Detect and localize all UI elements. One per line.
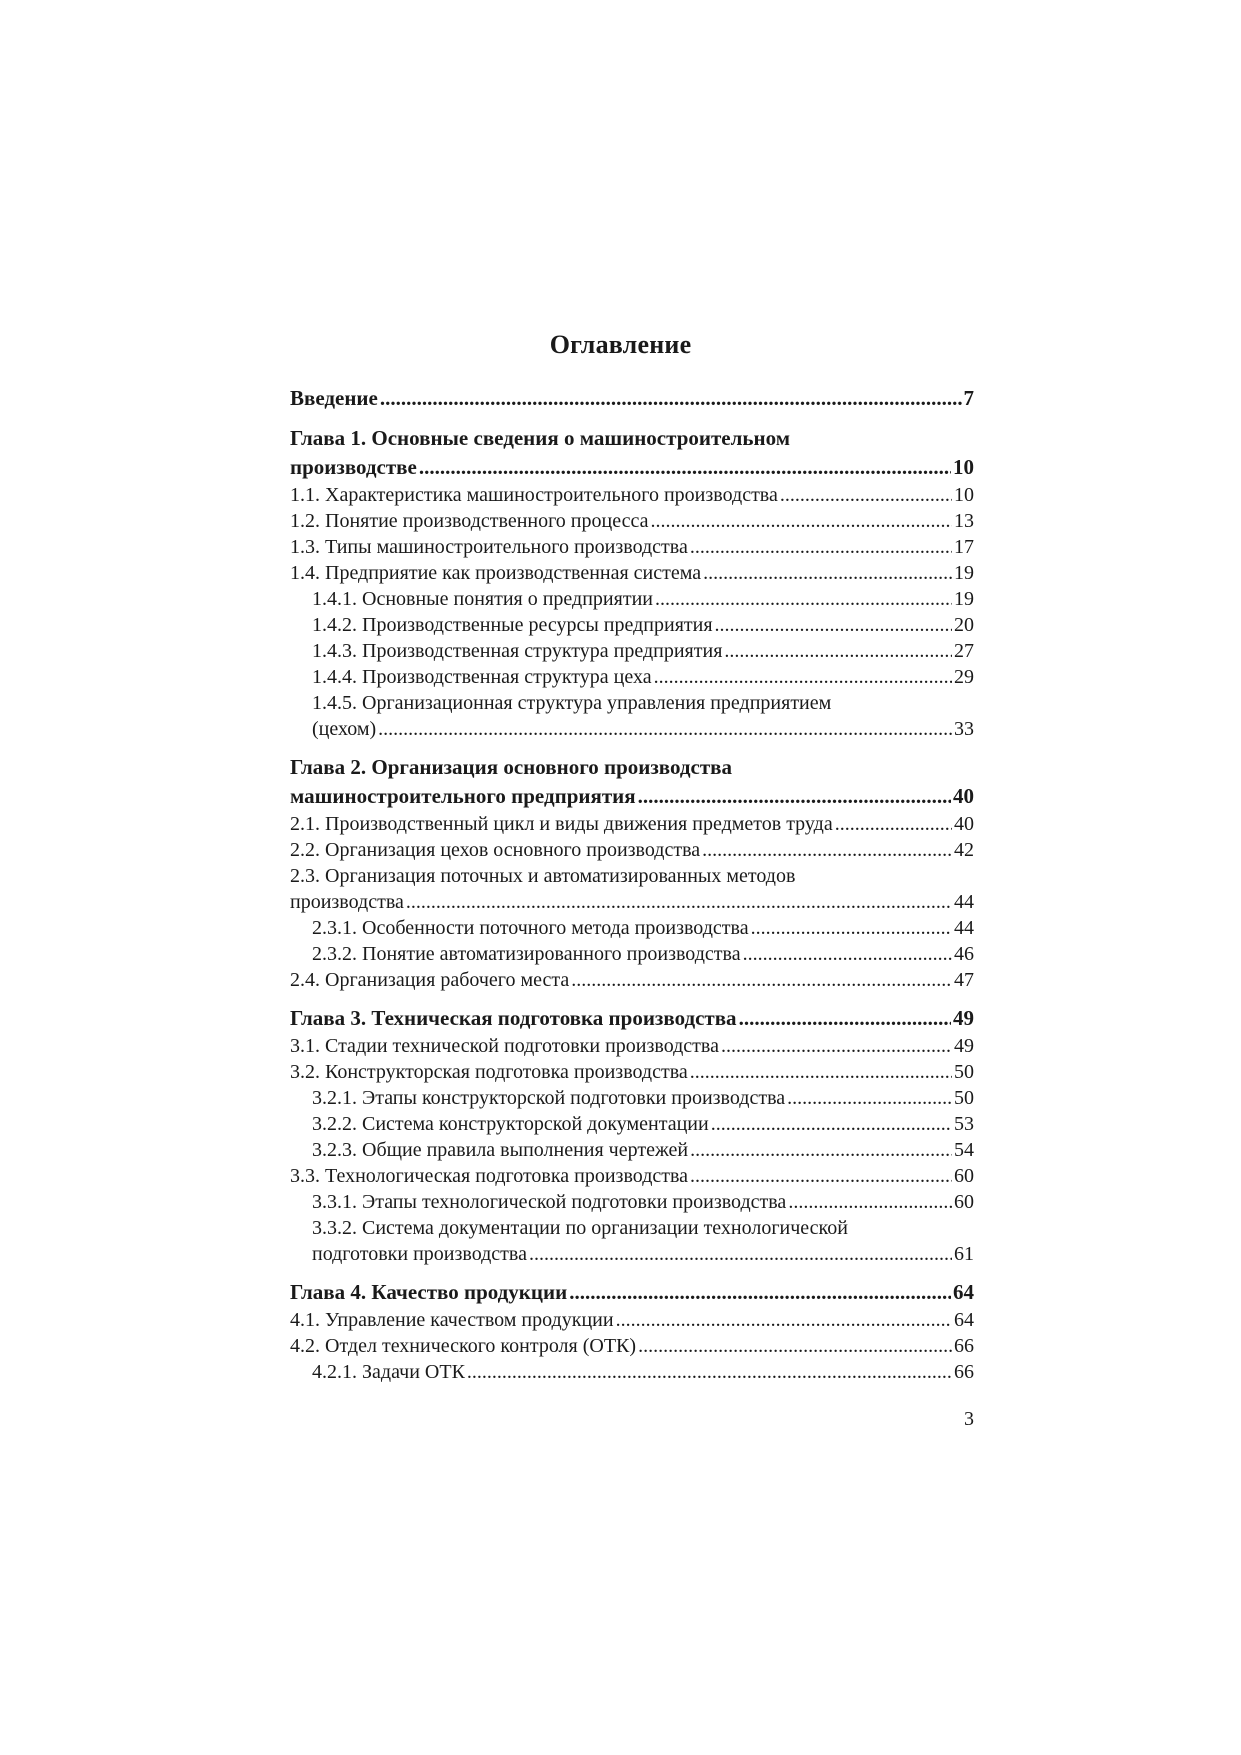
toc-section-entry[interactable]: [290, 534, 974, 560]
toc-chapter-entry[interactable]: [290, 753, 974, 811]
toc-entry-title: (цехом): [312, 718, 377, 740]
toc-section-entry[interactable]: [290, 1033, 974, 1059]
toc-entry-title: 3.2.1. Этапы конструкторской подготовки производства: [312, 1087, 786, 1109]
toc-entry-line: [312, 586, 974, 612]
toc-entry-line: [290, 508, 974, 534]
toc-entry-title: 3.1. Стадии технической подготовки производства: [290, 1035, 719, 1057]
toc-subsection-entry[interactable]: [290, 664, 974, 690]
toc-entry-page: 54: [954, 1139, 974, 1161]
dot-leader: [378, 716, 952, 742]
toc-entry-title: 1.4.4. Производственная структура цеха: [312, 666, 652, 688]
dot-leader: [419, 453, 951, 482]
toc-entry-line: [290, 889, 974, 915]
dot-leader: [690, 1059, 952, 1085]
toc-entry-title: 1.4.1. Основные понятия о предприятии: [312, 588, 653, 610]
toc-entry-title: 3.2.2. Система конструкторской документации: [312, 1113, 709, 1135]
toc-entry-page: 49: [953, 1006, 974, 1030]
toc-entry-line: [290, 1004, 974, 1033]
dot-leader: [724, 638, 952, 664]
toc-section-entry[interactable]: [290, 1307, 974, 1333]
dot-leader: [690, 1163, 952, 1189]
toc-entry-title: подготовки производства: [312, 1243, 527, 1265]
toc-section-entry[interactable]: [290, 863, 974, 915]
toc-entry-title: 1.2. Понятие производственного процесса: [290, 510, 649, 532]
toc-entry-title: 1.4. Предприятие как производственная система: [290, 562, 702, 584]
toc-entry-page: 29: [954, 666, 974, 688]
toc-section-entry[interactable]: [290, 837, 974, 863]
toc-entry-title-line: 3.3.2. Система документации по организации технологической: [312, 1217, 848, 1239]
toc-entry-line: [290, 782, 974, 811]
toc-entry-line: [312, 1137, 974, 1163]
toc-entry-page: 60: [954, 1165, 974, 1187]
dot-leader: [743, 941, 952, 967]
toc-entry-line: [312, 1189, 974, 1215]
toc-entry-line: [290, 534, 974, 560]
toc-subsection-entry[interactable]: [290, 1189, 974, 1215]
dot-leader: [835, 811, 952, 837]
toc-entry-title: производстве: [290, 455, 417, 479]
dot-leader: [711, 1111, 952, 1137]
toc-section-entry[interactable]: [290, 560, 974, 586]
toc-entry-page: 50: [954, 1061, 974, 1083]
toc-entry-line: [290, 482, 974, 508]
toc-entry-page: 27: [954, 640, 974, 662]
dot-leader: [616, 1307, 952, 1333]
toc-entry-title: 2.3.2. Понятие автоматизированного производства: [312, 943, 741, 965]
dot-leader: [703, 560, 952, 586]
toc-entry-line: [290, 1163, 974, 1189]
toc-entry-page: 49: [954, 1035, 974, 1057]
toc-entry-title-line: 2.3. Организация поточных и автоматизированных методов: [290, 865, 796, 887]
dot-leader: [721, 1033, 952, 1059]
toc-entry-title: 2.2. Организация цехов основного производства: [290, 839, 701, 861]
toc-entry-title: Глава 3. Техническая подготовка производства: [290, 1006, 737, 1030]
toc-entry-line: [290, 837, 974, 863]
dot-leader: [655, 586, 952, 612]
toc-entry-line: [290, 967, 974, 993]
toc-section-entry[interactable]: [290, 967, 974, 993]
toc-entry-title: 3.2.3. Общие правила выполнения чертежей: [312, 1139, 689, 1161]
toc-entry-title: машиностроительного предприятия: [290, 784, 636, 808]
dot-leader: [751, 915, 952, 941]
toc-subsection-entry[interactable]: [290, 1359, 974, 1385]
toc-entry-title: Глава 4. Качество продукции: [290, 1280, 568, 1304]
dot-leader: [654, 664, 952, 690]
toc-chapter-entry[interactable]: [290, 1004, 974, 1033]
toc-entry-page: 64: [953, 1280, 974, 1304]
toc-entry-line: [290, 453, 974, 482]
toc-subsection-entry[interactable]: [290, 690, 974, 742]
toc-entry-line: [290, 1278, 974, 1307]
toc-entry-page: 10: [954, 484, 974, 506]
toc-entry-title: производства: [290, 891, 404, 913]
toc-entry-line: [312, 1241, 974, 1267]
toc-entry-page: 19: [954, 588, 974, 610]
toc-section-entry[interactable]: [290, 1163, 974, 1189]
toc-entry-title: 2.4. Организация рабочего места: [290, 969, 570, 991]
toc-entry-page: 44: [954, 917, 974, 939]
table-of-contents: [290, 384, 974, 1385]
toc-entry-title: 3.2. Конструкторская подготовка производства: [290, 1061, 688, 1083]
toc-subsection-entry[interactable]: [290, 612, 974, 638]
toc-subsection-entry[interactable]: [290, 1215, 974, 1267]
dot-leader: [787, 1085, 952, 1111]
toc-section-entry[interactable]: [290, 508, 974, 534]
dot-leader: [739, 1004, 951, 1033]
toc-entry-page: 47: [954, 969, 974, 991]
dot-leader: [690, 1137, 952, 1163]
toc-entry-title: 2.1. Производственный цикл и виды движения предметов труда: [290, 813, 833, 835]
toc-entry-page: 33: [954, 718, 974, 740]
dot-leader: [380, 384, 962, 413]
dot-leader: [650, 508, 952, 534]
toc-entry-page: 61: [954, 1243, 974, 1265]
toc-subsection-entry[interactable]: [290, 1085, 974, 1111]
toc-entry-page: 40: [953, 784, 974, 808]
toc-entry-page: 66: [954, 1335, 974, 1357]
toc-entry-page: 66: [954, 1361, 974, 1383]
dot-leader: [529, 1241, 952, 1267]
toc-entry-line: [312, 612, 974, 638]
toc-entry-line: [290, 1059, 974, 1085]
toc-section-entry[interactable]: [290, 482, 974, 508]
toc-entry-title: 4.2.1. Задачи ОТК: [312, 1361, 465, 1383]
toc-entry-page: 10: [953, 455, 974, 479]
toc-entry-page: 20: [954, 614, 974, 636]
toc-entry-page: 19: [954, 562, 974, 584]
toc-subsection-entry[interactable]: [290, 586, 974, 612]
toc-entry-line: [290, 1333, 974, 1359]
toc-entry-page: 53: [954, 1113, 974, 1135]
dot-leader: [638, 1333, 952, 1359]
dot-leader: [702, 837, 952, 863]
toc-entry-title-line: 1.4.5. Организационная структура управления предприятием: [312, 692, 832, 714]
toc-entry-title: 2.3.1. Особенности поточного метода производства: [312, 917, 749, 939]
toc-entry-title: 1.3. Типы машиностроительного производства: [290, 536, 688, 558]
toc-entry-line: [312, 1111, 974, 1137]
toc-subsection-entry[interactable]: [290, 941, 974, 967]
toc-entry-title: 3.3.1. Этапы технологической подготовки производства: [312, 1191, 787, 1213]
toc-entry-title: 3.3. Технологическая подготовка производства: [290, 1165, 689, 1187]
toc-entry-page: 50: [954, 1087, 974, 1109]
toc-entry-title-line: Глава 1. Основные сведения о машиностроительном: [290, 426, 791, 450]
toc-entry-page: 17: [954, 536, 974, 558]
dot-leader: [780, 482, 952, 508]
toc-section-entry[interactable]: [290, 1333, 974, 1359]
toc-entry-title: Введение: [290, 386, 378, 410]
toc-section-entry[interactable]: [290, 1059, 974, 1085]
toc-entry-line: [312, 664, 974, 690]
page-title: Оглавление: [549, 330, 692, 359]
toc-subsection-entry[interactable]: [290, 638, 974, 664]
toc-subsection-entry[interactable]: [290, 915, 974, 941]
toc-chapter-entry[interactable]: [290, 384, 974, 413]
toc-entry-line: [312, 638, 974, 664]
dot-leader: [406, 889, 952, 915]
toc-entry-title: 1.1. Характеристика машиностроительного производства: [290, 484, 778, 506]
dot-leader: [467, 1359, 952, 1385]
toc-entry-line: [290, 811, 974, 837]
toc-entry-line: [290, 1307, 974, 1333]
toc-entry-page: 64: [954, 1309, 974, 1331]
toc-entry-title: 1.4.3. Производственная структура предприятия: [312, 640, 723, 662]
toc-chapter-entry[interactable]: [290, 1278, 974, 1307]
page-number: 3: [964, 1408, 974, 1430]
dot-leader: [638, 782, 951, 811]
toc-section-entry[interactable]: [290, 811, 974, 837]
toc-entry-line: [312, 716, 974, 742]
toc-chapter-entry[interactable]: [290, 424, 974, 482]
toc-entry-page: 13: [954, 510, 974, 532]
toc-entry-title-line: Глава 2. Организация основного производства: [290, 755, 732, 779]
toc-entry-line: [312, 915, 974, 941]
dot-leader: [788, 1189, 952, 1215]
toc-entry-page: 60: [954, 1191, 974, 1213]
toc-entry-line: [312, 1359, 974, 1385]
toc-entry-page: 46: [954, 943, 974, 965]
toc-entry-title: 1.4.2. Производственные ресурсы предприятия: [312, 614, 713, 636]
dot-leader: [715, 612, 952, 638]
toc-entry-page: 40: [954, 813, 974, 835]
toc-entry-line: [290, 384, 974, 413]
toc-entry-page: 7: [963, 386, 974, 410]
dot-leader: [690, 534, 952, 560]
toc-entry-line: [312, 1085, 974, 1111]
toc-entry-title: 4.1. Управление качеством продукции: [290, 1309, 614, 1331]
toc-entry-line: [290, 1033, 974, 1059]
toc-entry-page: 44: [954, 891, 974, 913]
toc-entry-page: 42: [954, 839, 974, 861]
dot-leader: [571, 967, 952, 993]
toc-entry-line: [290, 560, 974, 586]
toc-entry-line: [312, 941, 974, 967]
dot-leader: [569, 1278, 951, 1307]
toc-entry-title: 4.2. Отдел технического контроля (ОТК): [290, 1335, 637, 1357]
toc-subsection-entry[interactable]: [290, 1137, 974, 1163]
toc-subsection-entry[interactable]: [290, 1111, 974, 1137]
